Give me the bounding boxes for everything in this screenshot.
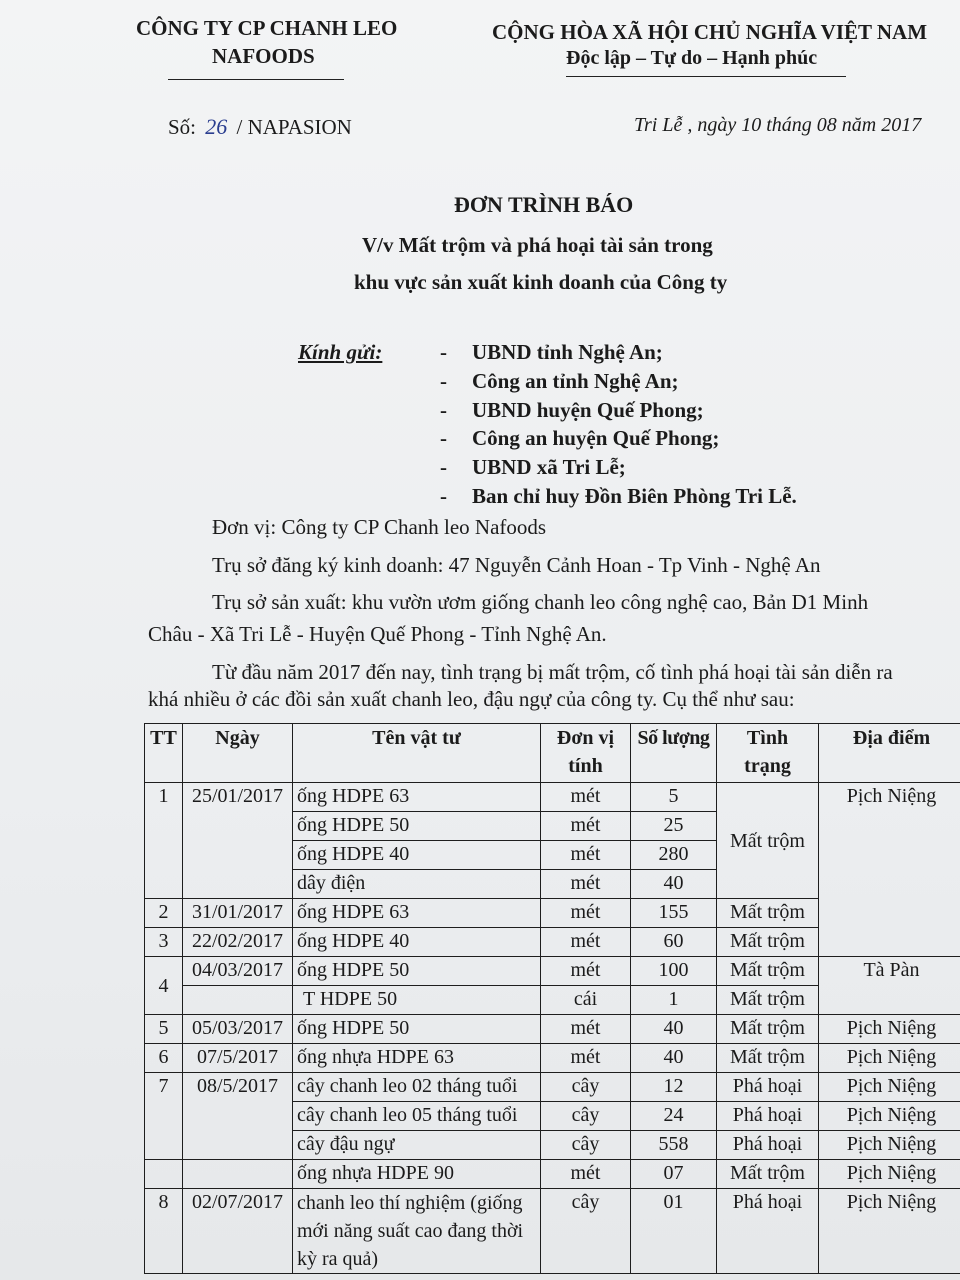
- cell-tt: 2: [145, 899, 183, 928]
- recipients-label: Kính gửi:: [298, 340, 383, 364]
- table-row: [145, 957, 960, 986]
- cell-qty: 12: [631, 1073, 717, 1102]
- cell-unit: cây: [541, 1189, 631, 1274]
- cell-qty: 24: [631, 1102, 717, 1131]
- cell-qty: 558: [631, 1131, 717, 1160]
- cell-status: Mất trộm: [717, 957, 819, 986]
- cell-qty: 40: [631, 870, 717, 899]
- cell-unit: cây: [541, 1131, 631, 1160]
- cell-item: cây chanh leo 05 tháng tuổi: [293, 1102, 541, 1131]
- recipient-item: -: [440, 484, 447, 508]
- cell-date: [183, 986, 293, 1015]
- cell-tt: 5: [145, 1015, 183, 1044]
- cell-item: ống HDPE 63: [293, 783, 541, 812]
- cell-place: Pịch Niệng: [819, 783, 960, 957]
- header-qty: Số lượng: [631, 724, 717, 783]
- recipient-item: -: [440, 369, 447, 393]
- recipient-item: UBND tỉnh Nghệ An;: [472, 340, 663, 364]
- recipient-item: Công an huyện Quế Phong;: [472, 426, 720, 450]
- cell-item: dây điện: [293, 870, 541, 899]
- cell-qty: 280: [631, 841, 717, 870]
- intro-line-2: khá nhiều ở các đồi sản xuất chanh leo, đậu ngự của công ty. Cụ thể như sau:: [148, 687, 795, 711]
- document-title: ĐƠN TRÌNH BÁO: [454, 192, 634, 217]
- cell-qty: 100: [631, 957, 717, 986]
- document-number: [168, 114, 352, 140]
- recipient-item: Công an tỉnh Nghệ An;: [472, 369, 679, 393]
- cell-tt: 7: [145, 1073, 183, 1160]
- cell-tt: 8: [145, 1189, 183, 1274]
- intro-line-1: Từ đầu năm 2017 đến nay, tình trạng bị mất trộm, cố tình phá hoại tài sản diễn ra: [212, 660, 893, 684]
- subject-line-1: V/v Mất trộm và phá hoại tài sản trong: [362, 233, 713, 257]
- cell-status: Mất trộm: [717, 928, 819, 957]
- cell-item: chanh leo thí nghiệm (giống mới năng suất cao đang thời kỳ ra quả): [293, 1189, 541, 1274]
- hq-line: Trụ sở đăng ký kinh doanh: 47 Nguyễn Cảnh Hoan - Tp Vinh - Nghệ An: [212, 553, 821, 577]
- cell-tt: 6: [145, 1044, 183, 1073]
- cell-item: ống nhựa HDPE 63: [293, 1044, 541, 1073]
- cell-date: 08/5/2017: [183, 1073, 293, 1160]
- cell-qty: 40: [631, 1015, 717, 1044]
- company-underline: [168, 79, 344, 80]
- header-unit: Đơn vị tính: [541, 724, 631, 783]
- table-row: [145, 783, 960, 812]
- cell-qty: 07: [631, 1160, 717, 1189]
- cell-date: [183, 1160, 293, 1189]
- cell-unit: mét: [541, 1160, 631, 1189]
- cell-qty: 01: [631, 1189, 717, 1274]
- nation-heading: CỘNG HÒA XÃ HỘI CHỦ NGHĨA VIỆT NAM: [492, 20, 928, 44]
- cell-place: Pịch Niệng: [819, 1131, 960, 1160]
- cell-item: ống HDPE 50: [293, 812, 541, 841]
- cell-tt: 4: [145, 957, 183, 1015]
- table-header-row: [145, 724, 960, 783]
- cell-item: ống HDPE 63: [293, 899, 541, 928]
- cell-qty: 40: [631, 1044, 717, 1073]
- cell-status: Mất trộm: [717, 783, 819, 899]
- cell-unit: cây: [541, 1102, 631, 1131]
- recipient-item: -: [440, 426, 447, 450]
- cell-tt: [145, 1160, 183, 1189]
- cell-item: ống HDPE 40: [293, 841, 541, 870]
- cell-item: ống HDPE 40: [293, 928, 541, 957]
- recipient-item: -: [440, 455, 447, 479]
- cell-unit: mét: [541, 1015, 631, 1044]
- place-date: Tri Lễ , ngày 10 tháng 08 năm 2017: [634, 114, 922, 136]
- cell-date: 04/03/2017: [183, 957, 293, 986]
- cell-status: Phá hoại: [717, 1189, 819, 1274]
- cell-unit: cây: [541, 1073, 631, 1102]
- factory-line-1: Trụ sở sản xuất: khu vườn ươm giống chanh leo công nghệ cao, Bản D1 Minh: [212, 590, 869, 614]
- subject-line-2: khu vực sản xuất kinh doanh của Công ty: [354, 270, 728, 294]
- cell-item: ống nhựa HDPE 90: [293, 1160, 541, 1189]
- recipient-item: -: [440, 340, 447, 364]
- cell-place: Pịch Niệng: [819, 1189, 960, 1274]
- cell-item: T HDPE 50: [293, 986, 541, 1015]
- cell-status: Mất trộm: [717, 1015, 819, 1044]
- cell-place: Pịch Niệng: [819, 1102, 960, 1131]
- cell-item: ống HDPE 50: [293, 957, 541, 986]
- number-suffix: / NAPASION: [236, 115, 352, 139]
- incident-table: [144, 723, 960, 1274]
- table-row: [145, 1073, 960, 1102]
- cell-qty: 155: [631, 899, 717, 928]
- cell-item: ống HDPE 50: [293, 1015, 541, 1044]
- cell-date: 02/07/2017: [183, 1189, 293, 1274]
- cell-date: 07/5/2017: [183, 1044, 293, 1073]
- cell-status: Mất trộm: [717, 986, 819, 1015]
- factory-line-2: Châu - Xã Tri Lễ - Huyện Quế Phong - Tỉnh Nghệ An.: [148, 622, 607, 646]
- header-place: Địa điểm: [819, 724, 960, 783]
- header-item: Tên vật tư: [293, 724, 541, 783]
- cell-item: cây chanh leo 02 tháng tuổi: [293, 1073, 541, 1102]
- cell-unit: mét: [541, 841, 631, 870]
- cell-unit: mét: [541, 957, 631, 986]
- cell-unit: cái: [541, 986, 631, 1015]
- cell-status: Phá hoại: [717, 1131, 819, 1160]
- motto-underline: [566, 76, 846, 77]
- cell-place: Pịch Niệng: [819, 1160, 960, 1189]
- cell-qty: 25: [631, 812, 717, 841]
- cell-status: Mất trộm: [717, 1160, 819, 1189]
- nation-motto: Độc lập – Tự do – Hạnh phúc: [566, 47, 818, 69]
- recipient-item: UBND huyện Quế Phong;: [472, 398, 704, 422]
- cell-place: Tà Pàn: [819, 957, 960, 1015]
- cell-date: 25/01/2017: [183, 783, 293, 899]
- cell-qty: 1: [631, 986, 717, 1015]
- cell-unit: mét: [541, 870, 631, 899]
- cell-date: 22/02/2017: [183, 928, 293, 957]
- number-handwritten: 26: [205, 114, 228, 139]
- cell-date: 05/03/2017: [183, 1015, 293, 1044]
- cell-date: 31/01/2017: [183, 899, 293, 928]
- cell-unit: mét: [541, 928, 631, 957]
- cell-place: Pịch Niệng: [819, 1073, 960, 1102]
- header-tt: TT: [145, 724, 183, 783]
- cell-unit: mét: [541, 812, 631, 841]
- cell-item: cây đậu ngự: [293, 1131, 541, 1160]
- cell-tt: 3: [145, 928, 183, 957]
- cell-unit: mét: [541, 899, 631, 928]
- cell-place: Pịch Niệng: [819, 1044, 960, 1073]
- cell-unit: mét: [541, 783, 631, 812]
- cell-place: Pịch Niệng: [819, 1015, 960, 1044]
- header-date: Ngày: [183, 724, 293, 783]
- cell-qty: 5: [631, 783, 717, 812]
- table-row: [145, 1015, 960, 1044]
- header-status: Tình trạng: [717, 724, 819, 783]
- cell-status: Mất trộm: [717, 1044, 819, 1073]
- cell-status: Phá hoại: [717, 1073, 819, 1102]
- cell-tt: 1: [145, 783, 183, 899]
- table-row: [145, 1189, 960, 1274]
- number-label: Số:: [168, 115, 197, 139]
- cell-unit: mét: [541, 1044, 631, 1073]
- company-name-line2: NAFOODS: [212, 44, 315, 68]
- cell-qty: 60: [631, 928, 717, 957]
- company-name-line1: CÔNG TY CP CHANH LEO: [136, 16, 398, 40]
- cell-status: Phá hoại: [717, 1102, 819, 1131]
- table-row: [145, 1160, 960, 1189]
- cell-status: Mất trộm: [717, 899, 819, 928]
- recipient-item: UBND xã Tri Lễ;: [472, 455, 626, 479]
- recipient-item: -: [440, 398, 447, 422]
- table-row: [145, 1044, 960, 1073]
- unit-line: Đơn vị: Công ty CP Chanh leo Nafoods: [212, 515, 547, 539]
- recipient-item: Ban chỉ huy Đồn Biên Phòng Tri Lễ.: [472, 484, 797, 508]
